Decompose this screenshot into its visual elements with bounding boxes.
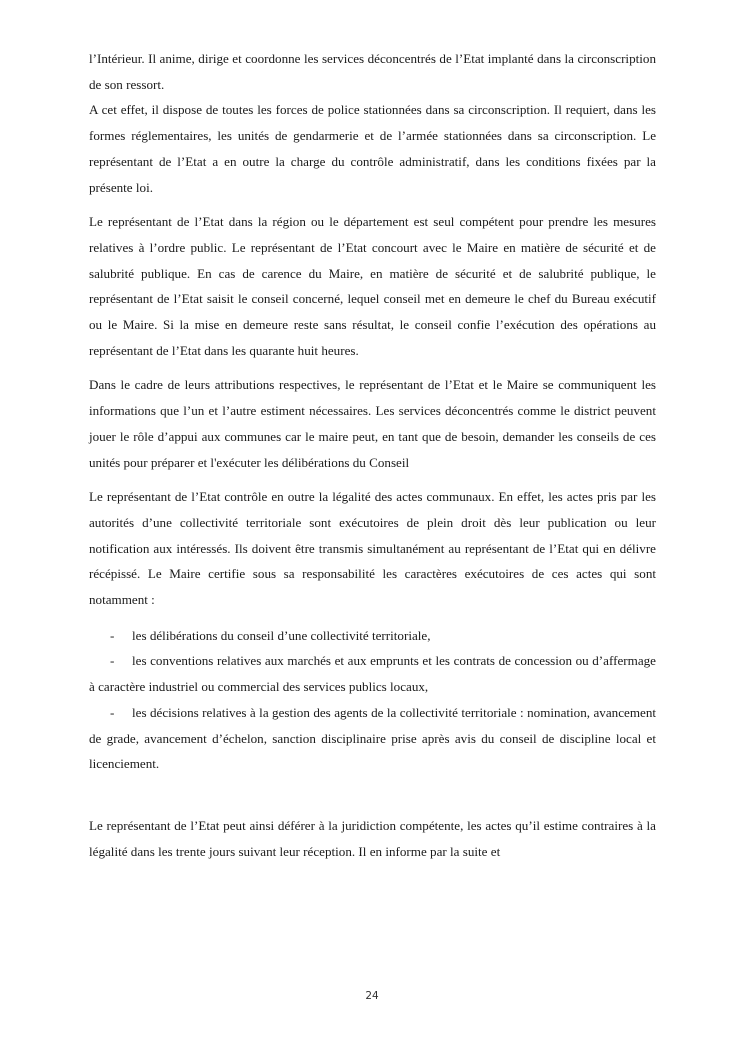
list-item <box>89 648 656 699</box>
document-page <box>89 46 656 873</box>
list-item <box>89 700 656 777</box>
paragraph-information-exchange: Dans le cadre de leurs attributions respectives, le représentant de l’Etat et le Maire se communiquent les informations que l’un et l’autre estiment nécessaires. Les services déconcentrés comme le district peuvent jouer le rôle d’appui aux communes car le maire peut, en tant que de besoin, demander les conseils de ces unités pour préparer et l'exécuter les délibérations du Conseil <box>89 377 656 470</box>
paragraph-public-order: Le représentant de l’Etat dans la région ou le département est seul compétent pour prendre les mesures relatives à l’ordre public. Le représentant de l’Etat concourt avec le Maire en matière de sécurité et de salubrité publique. En cas de carence du Maire, en matière de sécurité et de salubrité publique, le représentant de l’Etat saisit le conseil concerné, lequel conseil met en demeure le chef du Bureau exécutif ou le Maire. Si la mise en demeure reste sans résultat, le conseil confie l’exécution des opérations au représentant de l’Etat dans les quarante huit heures. <box>89 214 656 358</box>
paragraph-continuation: l’Intérieur. Il anime, dirige et coordonne les services déconcentrés de l’Etat implanté dans la circonscription de son ressort. <box>89 51 656 92</box>
paragraph-police-forces: A cet effet, il dispose de toutes les forces de police stationnées dans sa circonscription. Il requiert, dans les formes réglementaires, les unités de gendarmerie et de l’armée stationnées dans sa circonscription. Le représentant de l’Etat a en outre la charge du contrôle administratif, dans les conditions fixées par la présente loi. <box>89 102 656 195</box>
paragraph-legality-control: Le représentant de l’Etat contrôle en outre la légalité des actes communaux. En effet, les actes pris par les autorités d’une collectivité territoriale sont exécutoires de plein droit dès leur publication ou leur notification aux intéressés. Ils doivent être transmis simultanément au représentant de l’Etat qui en délivre récépissé. Le Maire certifie sous sa responsabilité les caractères exécutoires de ces actes qui sont notamment : <box>89 489 656 608</box>
paragraph-closing: Le représentant de l’Etat peut ainsi déférer à la juridiction compétente, les actes qu’il estime contraires à la légalité dans les trente jours suivant leur réception. Il en informe par la suite et <box>89 817 656 859</box>
list-dash: - <box>110 653 115 669</box>
list-dash: - <box>110 704 115 720</box>
list-dash: - <box>110 627 115 643</box>
list-item-text: les décisions relatives à la gestion des agents de la collectivité territoriale : nomination, avancement de grade, avancement d’échelon, sanction disciplinaire prise après avis du conseil de discipline local et licenciement. <box>89 704 656 772</box>
list-item-text: les conventions relatives aux marchés et aux emprunts et les contrats de concession ou d’affermage à caractère industriel ou commercial des services publics locaux, <box>89 653 656 695</box>
blank-space <box>89 777 656 813</box>
list-item <box>89 623 656 649</box>
page-number: 24 <box>365 990 379 1002</box>
enforceable-acts-list <box>89 623 656 777</box>
list-item-text: les délibérations du conseil d’une collectivité territoriale, <box>132 627 431 643</box>
